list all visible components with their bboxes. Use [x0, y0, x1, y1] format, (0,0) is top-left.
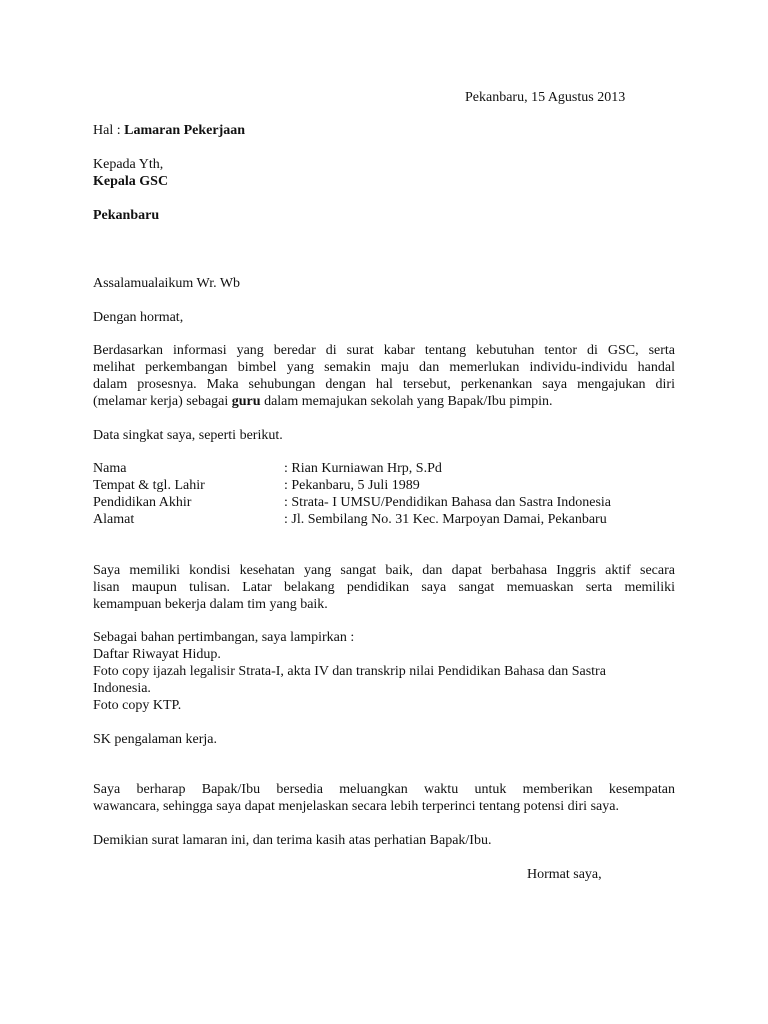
salam: Assalamualaikum Wr. Wb: [93, 276, 241, 291]
attachment-item-2-line-2: Indonesia.: [93, 681, 151, 696]
data-label-alamat: Alamat: [93, 512, 135, 527]
subject-prefix: Hal :: [93, 123, 125, 138]
attachment-item-2-line-1: Foto copy ijazah legalisir Strata-I, akta IV dan transkrip nilai Pendidikan Bahasa dan Sastra: [93, 664, 606, 679]
data-value-pendidikan: : Strata- I UMSU/Pendidikan Bahasa dan Sastra Indonesia: [284, 495, 611, 510]
date-line: Pekanbaru, 15 Agustus 2013: [465, 90, 626, 105]
intro-line-3: dalam prosesnya. Maka sehubungan dengan hal tersebut, perkenankan saya mengajukan diri: [93, 377, 675, 392]
intro-paragraph: [93, 342, 675, 410]
data-label-ttl: Tempat & tgl. Lahir: [93, 478, 205, 493]
intro-line-4: [93, 393, 675, 410]
data-label-nama: Nama: [93, 461, 127, 476]
data-value-nama: : Rian Kurniawan Hrp, S.Pd: [284, 461, 442, 476]
intro-line-2: melihat perkembangan bimbel yang semakin maju dan memerlukan individu-individu handal: [93, 360, 675, 375]
qualities-line-1: Saya memiliki kondisi kesehatan yang sangat baik, dan dapat berbahasa Inggris aktif secara: [93, 563, 675, 578]
hope-line-2: wawancara, sehingga saya dapat menjelaskan secara lebih terperinci tentang potensi diri saya.: [93, 799, 619, 814]
attachment-item-1: Daftar Riwayat Hidup.: [93, 647, 221, 662]
intro-line-4-end: dalam memajukan sekolah yang Bapak/Ibu pimpin.: [260, 394, 553, 409]
intro-line-4-start: (melamar kerja) sebagai: [93, 394, 232, 409]
attachment-item-4: SK pengalaman kerja.: [93, 732, 218, 747]
recipient-name: Kepala GSC: [93, 174, 169, 189]
thanks-line: Demikian surat lamaran ini, dan terima kasih atas perhatian Bapak/Ibu.: [93, 833, 492, 848]
data-intro: Data singkat saya, seperti berikut.: [93, 428, 283, 443]
salutation: Dengan hormat,: [93, 310, 184, 325]
intro-line-1: Berdasarkan informasi yang beredar di surat kabar tentang kebutuhan tentor di GSC, serta: [93, 343, 675, 358]
subject-text: Lamaran Pekerjaan: [124, 123, 246, 138]
hope-line-1: Saya berharap Bapak/Ibu bersedia meluangkan waktu untuk memberikan kesempatan: [93, 782, 675, 797]
qualities-paragraph: [93, 562, 675, 613]
attachment-item-3: Foto copy KTP.: [93, 698, 182, 713]
hope-paragraph: [93, 781, 675, 815]
qualities-line-3: kemampuan bekerja dalam tim yang baik.: [93, 597, 328, 612]
attachments-intro: Sebagai bahan pertimbangan, saya lampirkan :: [93, 630, 355, 645]
qualities-line-2: lisan maupun tulisan. Latar belakang pendidikan saya sangat memuaskan serta memiliki: [93, 580, 675, 595]
data-value-ttl: : Pekanbaru, 5 Juli 1989: [284, 478, 420, 493]
position-guru: guru: [231, 394, 261, 409]
signoff: Hormat saya,: [527, 867, 602, 882]
data-label-pendidikan: Pendidikan Akhir: [93, 495, 192, 510]
subject-line: [93, 122, 245, 139]
data-value-alamat: : Jl. Sembilang No. 31 Kec. Marpoyan Damai, Pekanbaru: [284, 512, 607, 527]
recipient-city: Pekanbaru: [93, 208, 160, 223]
greeting-to: Kepada Yth,: [93, 157, 164, 172]
